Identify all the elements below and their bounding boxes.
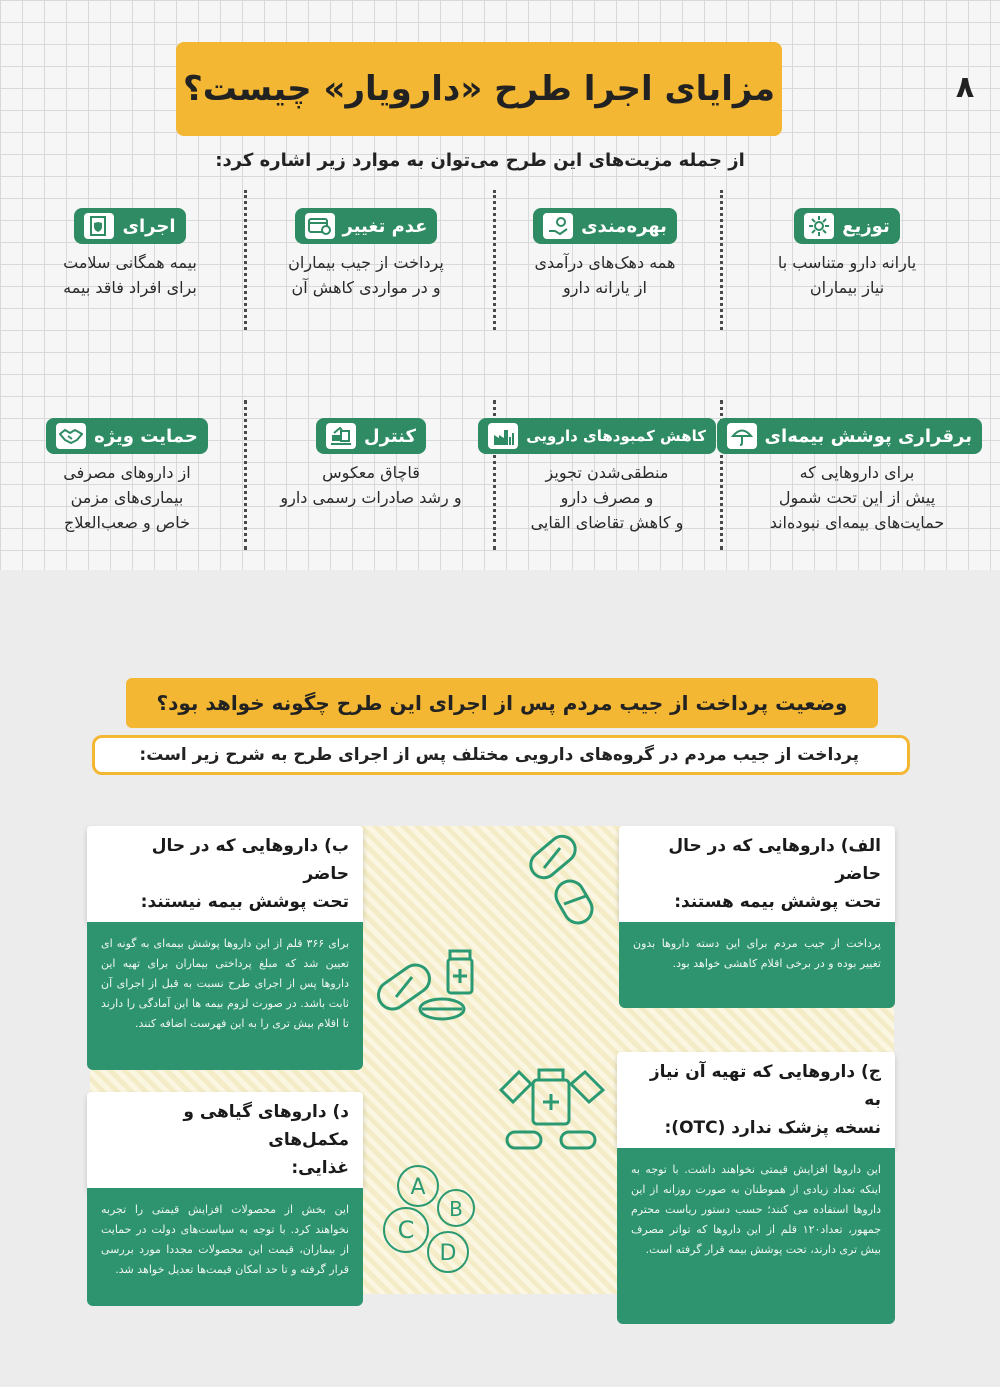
capsules-icon: [520, 830, 610, 925]
card-title: [617, 1052, 895, 1148]
payment-status-banner: وضعیت پرداخت از جیب مردم پس از اجرای این طرح چگونه خواهد بود؟: [126, 678, 878, 728]
benefit-text-line: پرداخت از جیب بیماران: [288, 253, 444, 272]
card-title-line: غذایی:: [291, 1158, 349, 1178]
export-control-icon: [326, 423, 356, 449]
benefit-pill: [794, 208, 899, 244]
benefit-label: عدم تغییر: [342, 215, 428, 237]
benefit-beneficiary: [495, 208, 715, 300]
benefit-special-support: [22, 418, 232, 535]
card-title-line: ب) داروهایی که در حال حاضر: [151, 836, 349, 884]
card-body: این داروها افزایش قیمتی نخواهند داشت. با توجه به اینکه تعداد زیادی از هموطنان به صورت روزانه از این داروها استفاده می کنند؛ حسب دستور ریاست محترم جمهور، تعداد۱۲۰ قلم از این داروها که تواتر مصرف بیش تری دارند، تحت پوشش بیمه قرار گرفته است.: [617, 1148, 895, 1324]
benefit-text-line: یارانه دارو متناسب با: [777, 253, 917, 272]
vitamin-b-label: B: [449, 1197, 463, 1221]
benefit-pill: [295, 208, 438, 244]
card-jim: [617, 1052, 895, 1324]
benefit-text-line: بیمه همگانی سلامت: [63, 253, 197, 272]
pills-bottle-icon: [370, 945, 490, 1025]
medicine-box-icon: [495, 1060, 610, 1155]
umbrella-icon: [727, 423, 757, 449]
benefit-text-line: نیاز بیماران: [809, 278, 885, 297]
benefit-text-line: قاچاق معکوس: [322, 463, 420, 482]
vitamin-d-label: D: [439, 1241, 457, 1266]
card-title: [87, 1092, 363, 1188]
vitamin-c-label: C: [397, 1216, 415, 1244]
benefit-label: بهره‌مندی: [581, 215, 667, 237]
shield-document-icon: [84, 213, 114, 239]
benefit-label: حمایت ویژه: [94, 425, 198, 447]
card-title-line: ج) داروهایی که تهیه آن نیاز به: [649, 1062, 881, 1110]
benefit-pill: [46, 418, 208, 454]
benefit-text-line: برای افراد فاقد بیمه: [63, 278, 197, 297]
benefit-text-line: و رشد صادرات رسمی دارو: [280, 488, 462, 507]
benefit-pill: [717, 418, 982, 454]
divider: [244, 190, 247, 330]
credit-card-check-icon: [305, 213, 335, 239]
benefit-label: کنترل: [364, 425, 416, 447]
benefit-text-line: منطقی‌شدن تجویز: [545, 463, 669, 482]
benefit-pill: [533, 208, 677, 244]
factory-chart-icon: [488, 423, 518, 449]
benefit-label: اجرای: [122, 215, 176, 237]
benefit-text-line: از داروهای مصرفی: [63, 463, 191, 482]
vitamin-a-label: A: [410, 1175, 426, 1200]
card-be: [87, 826, 363, 1070]
card-title-line: نسخه پزشک ندارد (OTC):: [664, 1118, 881, 1138]
payment-groups-banner: پرداخت از جیب مردم در گروه‌های دارویی مختلف پس از اجرای طرح به شرح زیر است:: [92, 735, 910, 775]
benefit-pill: [74, 208, 185, 244]
benefit-text-line: از یارانه دارو: [563, 278, 647, 297]
card-title: [87, 826, 363, 922]
card-body: این بخش از محصولات افزایش قیمتی را تجربه نخواهند کرد. با توجه به سیاست‌های دولت در حمایت از بیماران، قیمت این محصولات مجددا مورد بررسی قرار گرفته و تا حد امکان قیمت‌ها تعدیل خواهد شد.: [87, 1188, 363, 1306]
benefit-pill: [478, 418, 716, 454]
benefit-text-line: برای داروهایی که: [799, 463, 915, 482]
benefit-text-line: بیماری‌های مزمن: [70, 488, 184, 507]
benefit-insurance-coverage: [732, 418, 982, 535]
divider: [720, 190, 723, 330]
card-body: پرداخت از جیب مردم برای این دسته داروها بدون تغییر بوده و در برخی اقلام کاهشی خواهد بود.: [619, 922, 895, 1008]
card-title-line: تحت پوشش بیمه هستند:: [674, 892, 881, 912]
card-title-line: د) داروهای گیاهی و مکمل‌های: [183, 1102, 349, 1150]
benefit-pill: [316, 418, 426, 454]
benefit-shortage-reduction: [498, 418, 716, 535]
benefit-distribution: [732, 208, 962, 300]
benefit-implementation: [20, 208, 240, 300]
benefit-text-line: و کاهش تقاضای القایی: [530, 513, 684, 532]
benefit-text-line: و مصرف دارو: [560, 488, 654, 507]
virus-burst-icon: [804, 213, 834, 239]
card-alef: [619, 826, 895, 1008]
benefit-text-line: و در مواردی کاهش آن: [291, 278, 441, 297]
benefit-text-line: حمایت‌های بیمه‌ای نبوده‌اند: [769, 513, 945, 532]
benefit-label: توزیع: [842, 215, 890, 237]
card-title: [619, 826, 895, 922]
benefit-text-line: همه دهک‌های درآمدی: [534, 253, 676, 272]
page-number: ۸: [955, 70, 975, 105]
handshake-icon: [56, 423, 86, 449]
subtitle: از جمله مزیت‌های این طرح می‌توان به موارد زیر اشاره کرد:: [215, 150, 745, 171]
card-title-line: تحت پوشش بیمه نیستند:: [140, 892, 349, 912]
benefit-no-change: [256, 208, 476, 300]
card-title-line: الف) داروهایی که در حال حاضر: [668, 836, 881, 884]
benefit-label: برقراری پوشش بیمه‌ای: [764, 425, 972, 447]
page-title: مزایای اجرا طرح «دارویار» چیست؟: [176, 42, 782, 136]
vitamins-abcd-icon: [370, 1160, 480, 1280]
divider: [244, 400, 247, 550]
benefit-text-line: پیش از این تحت شمول: [778, 488, 936, 507]
card-body: برای ۳۶۶ قلم از این داروها پوشش بیمه‌ای به گونه ای تعیین شد که مبلغ پرداختی بیماران برای تهیه این داروها پس از اجرای طرح نسبت به قبل از اجرای آن ثابت باشد. در صورت لزوم بیمه ها این آمادگی را دارند تا اقلام بیش تری را به این فهرست اضافه کنند.: [87, 922, 363, 1070]
hand-money-icon: [543, 213, 573, 239]
card-dal: [87, 1092, 363, 1306]
benefit-control: [256, 418, 486, 510]
benefit-label: کاهش کمبودهای دارویی: [526, 427, 706, 445]
benefit-text-line: خاص و صعب‌العلاج: [64, 513, 190, 532]
